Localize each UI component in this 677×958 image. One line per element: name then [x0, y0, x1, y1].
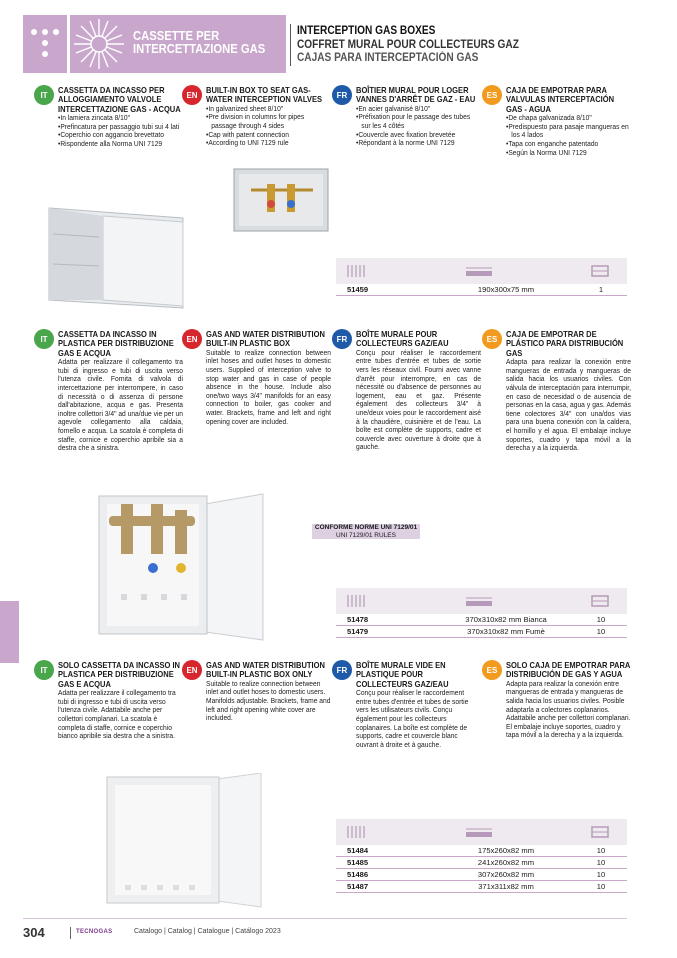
feature-item: • According to UNI 7129 rule: [206, 139, 331, 148]
product-qty: 1: [598, 285, 604, 294]
feature-item: • Prefincatura per passaggio tubi sui 4 lati: [58, 123, 183, 132]
section3-en-title: GAS AND WATER DISTRIBUTION BUILT-IN PLASTIC BOX ONLY: [206, 660, 325, 680]
code-icon: [346, 263, 368, 279]
page-number: 304: [23, 925, 45, 940]
footer-divider: [23, 918, 627, 919]
package-qty-icon: [590, 824, 610, 840]
product-size: 371x311x82 mm: [478, 882, 534, 891]
feature-item: • En acier galvanisé 8/10": [356, 105, 481, 114]
section2-es-description: Adapta para realizar la conexión entre mangueras de entrada y mangueras de salida hacia los usuarios civiles. Con válvula de interceptación para interrumpir, en caso de necesidad o de ausencia de personas en la casa, agua y gas. Además tiene colectores 3/4" con una/dos vias para una buena conexión con la caldera, el hornillo y el agua. El embalaje incluye soportes, cuadro y tapa móvil a la derecha y a la izquierda.: [506, 357, 631, 453]
feature-item: • Coperchio con aggancio brevettato: [58, 131, 183, 140]
empty-plastic-box-image: [105, 773, 265, 909]
code-icon: [346, 824, 368, 840]
section1-fr-title: BOÎTIER MURAL POUR LOGER VANNES D'ARRÊT DE GAZ - EAU: [356, 85, 476, 105]
product-code: 51459: [347, 285, 369, 294]
section2-product-table: [336, 588, 627, 638]
package-qty-icon: [590, 593, 610, 609]
product-size: 175x260x82 mm: [477, 846, 535, 855]
section2-it: [35, 330, 185, 453]
feature-item: • Tapa con enganche patentado: [506, 140, 631, 149]
package-qty-icon: [590, 263, 610, 279]
en-badge: EN: [182, 660, 202, 680]
table-header-icons: [336, 819, 627, 845]
section2-it-description: Adatta per realizzare il collegamento tra tubi di ingresso e tubi di uscita verso l'utenza civile. Fornita di valvola di intercettazione per interrompere, in caso di necessità o di assenza di persone dall'abitazione, acqua e gas. Presenta inoltre collettori 3/4" ad una/due vie per un agevole collegamento alla caldaia, fornello e acqua. La scatola è completa di staffe, cornice e coperchio apribile sia a destra che a sinistra.: [58, 357, 183, 453]
table-row: [336, 284, 627, 296]
category-title-fr: COFFRET MURAL POUR COLLECTEURS GAZ: [297, 39, 519, 51]
product-code: 51486: [347, 870, 369, 879]
table-row: [336, 626, 627, 638]
en-badge: EN: [182, 85, 202, 105]
feature-item: • Rispondente alla Norma UNI 7129: [58, 140, 183, 149]
fr-badge: FR: [332, 85, 352, 105]
category-title-es: CAJAS PARA INTERCEPTACIÓN GAS: [297, 52, 479, 64]
section2-fr-title: BOÎTE MURALE POUR COLLECTEURS GAZ/EAU: [356, 329, 449, 349]
feature-item: • Préfixation pour le passage des tubes sur les 4 côtés: [356, 113, 481, 130]
gas-flame-icon: [70, 15, 128, 73]
code-icon: [346, 593, 368, 609]
product-size: 370x310x82 mm Bianca: [465, 615, 547, 624]
section3-it: [35, 661, 185, 741]
es-badge: ES: [482, 329, 502, 349]
it-badge: IT: [34, 85, 54, 105]
metal-box-open-image: [233, 168, 329, 232]
fr-badge: FR: [332, 660, 352, 680]
section1-fr-features: [356, 105, 481, 148]
product-qty: 10: [596, 882, 606, 891]
table-row: [336, 857, 627, 869]
section1-it-title: CASSETTA DA INCASSO PER ALLOGGIAMENTO VALVOLE INTERCETTAZIONE GAS - ACQUA: [58, 85, 181, 114]
feature-item: • In galvanized sheet 8/10": [206, 105, 331, 114]
section1-en: [183, 86, 333, 148]
section1-en-title: BUILT-IN BOX TO SEAT GAS-WATER INTERCEPTION VALVES: [206, 85, 323, 105]
section2-es-title: CAJA DE EMPOTRAR DE PLÁSTICO PARA DISTRIBUCIÓN GAS: [506, 329, 624, 358]
plastic-box-with-manifolds-image: [95, 490, 265, 645]
it-badge: IT: [34, 329, 54, 349]
product-qty: 10: [596, 846, 606, 855]
table-header-icons: [336, 588, 627, 614]
section1-es-features: [506, 114, 631, 157]
product-code: 51478: [347, 615, 369, 624]
en-badge: EN: [182, 329, 202, 349]
section1-it-features: [58, 114, 183, 148]
footer-separator: [70, 927, 71, 939]
section1-it: [35, 86, 185, 149]
section3-it-description: Adatta per realizzare il collegamento tra tubi di ingresso e tubi di uscita verso l'utenza civile. Adattabile anche per collettori complanari. La scatola è completa di staffe, cornice e coperchio bianco apribile sia destra che a sinistra.: [58, 688, 176, 741]
feature-item: • Pre division in columns for pipes passage through 4 sides: [206, 113, 331, 130]
brand-name: TECNOGAS: [76, 929, 113, 935]
section2-en-title: GAS AND WATER DISTRIBUTION BUILT-IN PLASTIC BOX: [206, 329, 325, 349]
product-size: 241x260x82 mm: [477, 858, 535, 867]
feature-item: • Según la Norma UNI 7129: [506, 149, 631, 158]
product-size: 307x260x82 mm: [477, 870, 535, 879]
section-side-tab: [0, 601, 19, 663]
section2-en: [183, 330, 333, 426]
catalog-label: Catalogo | Catalog | Catalogue | Catálogo 2023: [134, 928, 281, 935]
norm-label-en: UNI 7129/01 RULES: [336, 531, 396, 539]
section1-es: [483, 86, 633, 157]
feature-item: • Cap with patent connection: [206, 131, 331, 140]
feature-item: • De chapa galvanizada 8/10": [506, 114, 631, 123]
es-badge: ES: [482, 660, 502, 680]
table-row: [336, 614, 627, 626]
dimensions-icon: [464, 825, 494, 839]
section2-it-title: CASSETTA DA INCASSO IN PLASTICA PER DISTRIBUZIONE GAS E ACQUA: [58, 329, 174, 358]
feature-item: • Couvercle avec fixation brevetée: [356, 131, 481, 140]
dimensions-icon: [464, 264, 494, 278]
section3-fr-title: BOÎTE MURALE VIDE EN PLASTIQUE POUR COLLECTEURS GAZ/EAU: [356, 660, 449, 689]
table-row: [336, 869, 627, 881]
norm-label-it: CONFORME NORME UNI 7129/01: [314, 524, 418, 531]
section1-fr: [333, 86, 483, 148]
product-code: 51484: [347, 846, 369, 855]
product-qty: 10: [596, 615, 606, 624]
section2-fr: [333, 330, 483, 452]
product-code: 51487: [347, 882, 369, 891]
fr-badge: FR: [332, 329, 352, 349]
section3-fr-description: Conçu pour réaliser le raccordement entre tubes d'entrée et tubes de sortie vers les utilisateurs civils. Conçu également pour les collecteurs coplanaires. La boîte est complète de supports, cadre et couvercle blanc ouvrant à droite et à gauche.: [356, 688, 469, 749]
section3-es-title: SOLO CAJA DE EMPOTRAR PARA DISTRIBUCIÓN DE GAS Y AGUA: [506, 660, 631, 680]
product-code: 51485: [347, 858, 369, 867]
section3-es-description: Adapta para realizar la conexión entre mangueras de entrada y mangueras de salida hacia los usuarios civiles. Posible adaptarla a colectores coplanarios. Adattabile anche per collettori complanari. El embalaje incluye soportes, cuadro y tapa móvil a la derecha y a la izquierda.: [506, 678, 631, 740]
metal-box-closed-image: [43, 204, 189, 312]
product-qty: 10: [596, 627, 606, 636]
dimensions-icon: [464, 594, 494, 608]
section1-product-table: [336, 258, 627, 296]
feature-item: • Répondant à la norme UNI 7129: [356, 139, 481, 148]
es-badge: ES: [482, 85, 502, 105]
section2-es: [483, 330, 633, 453]
product-size: 370x310x82 mm Fumè: [467, 627, 545, 636]
it-badge: IT: [34, 660, 54, 680]
table-header-icons: [336, 258, 627, 284]
section3-it-title: SOLO CASSETTA DA INCASSO IN PLASTICA PER DISTRIBUZIONE GAS E ACQUA: [58, 660, 181, 689]
section2-fr-description: Conçu pour réaliser le raccordement entre tubes d'entrée et tubes de sortie vers les réseaux civil. Fourni avec vanne d'arrêt pour interrompre, en cas de nécessité ou d'absence de personnes au logement, eau et gaz. Présente également des collecteurs 3/4" à une/deux voies pour le raccordement aisé à la chaudière, cuisinière et de l'eau. La boîte est complète de supports, cadre et couvercle avec ouverture à droite que à gauche.: [356, 347, 481, 452]
category-title-en: INTERCEPTION GAS BOXES: [297, 25, 436, 37]
section1-en-features: [206, 105, 331, 148]
section3-fr: [333, 661, 483, 749]
product-qty: 10: [596, 870, 606, 879]
header-divider: [290, 24, 291, 66]
section1-es-title: CAJA DE EMPOTRAR PARA VALVULAS INTERCEPTACIÓN GAS - AGUA: [506, 85, 615, 114]
table-row: [336, 845, 627, 857]
product-qty: 10: [596, 858, 606, 867]
section3-en: [183, 661, 333, 723]
section3-es: [483, 661, 633, 740]
section3-en-description: Suitable to realize connection between inlet and outlet hoses to domestic users. Manifolds adjustable. Brackets, frame and left and right opening white cover are included.: [206, 678, 331, 723]
feature-item: • Predispuesto para pasaje mangueras en los 4 lados: [506, 123, 631, 140]
section2-en-description: Suitable to realize connection between inlet hoses and outlet hoses to domestic users. Supplied of interception valve to stop water and gas in case of people absence in the house. Include also one/two ways 3/4" manifolds for an easy connection to boiler, gas cooker and water. Brackets, frame and left and right opening cover are included.: [206, 347, 331, 426]
category-dots-icon: [23, 15, 67, 73]
category-title-it: CASSETTE PER INTERCETTAZIONE GAS: [133, 29, 266, 56]
product-code: 51479: [347, 627, 369, 636]
section3-product-table: [336, 819, 627, 893]
product-size: 190x300x75 mm: [477, 285, 535, 294]
feature-item: • In lamiera zincata 8/10": [58, 114, 183, 123]
norm-compliance-label: [312, 524, 420, 539]
table-row: [336, 881, 627, 893]
